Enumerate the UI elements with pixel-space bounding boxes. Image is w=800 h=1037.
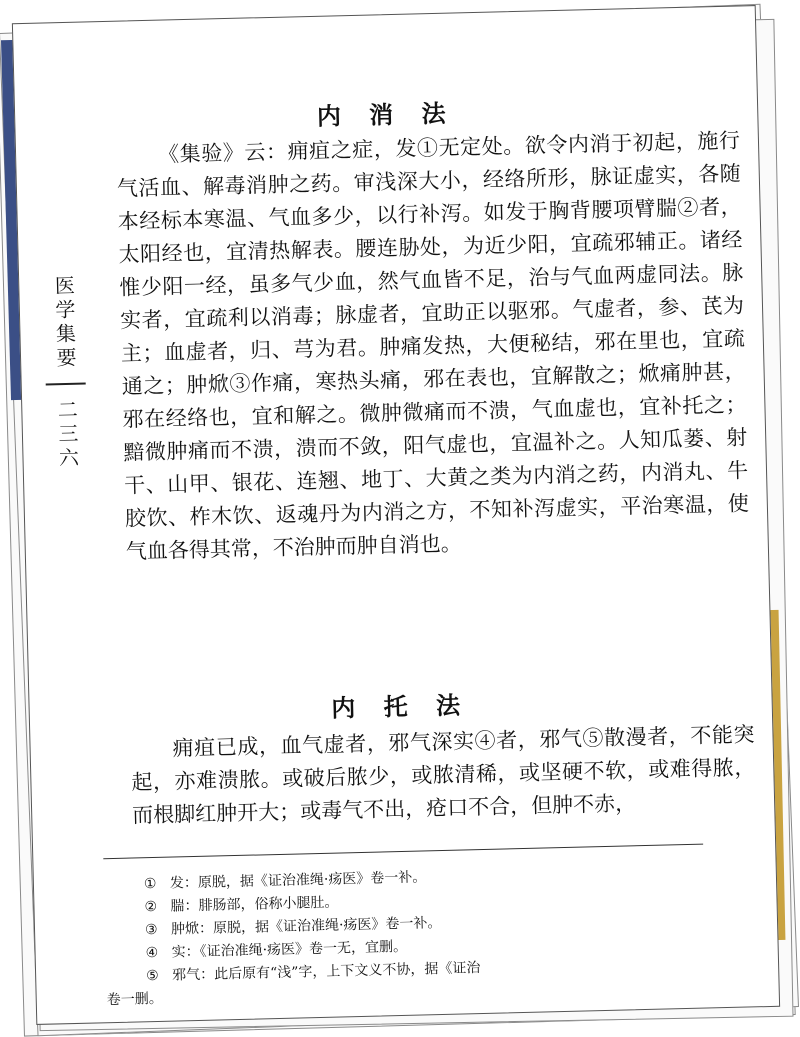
section-title: 内 托 法 [330,690,471,723]
book-page [12,5,780,1025]
footnote-text: 肿焮：原脱，据《证治准绳·疡医》卷一补。 [170,915,442,938]
footnote-number: ④ [145,944,159,962]
running-head [43,275,88,472]
footnote-number: ② [144,898,158,916]
footnote-continuation: 卷一删。 [106,990,163,1009]
footnote-divider [103,844,703,860]
book-title: 医学集要 [51,274,78,372]
footnote-text: 邪气：此后原有“浅”字，上下文义不协，据《证治 [171,960,481,984]
footnote-number: ③ [144,921,158,939]
running-head-divider [46,383,86,386]
footnote-number: ① [143,875,157,893]
section-title: 内 消 法 [316,98,456,131]
footnote-text: 实：《证治准绳·疡医》卷一无，宜删。 [171,938,408,961]
section-body [116,124,750,568]
footnote-text: 腨：腓肠部，俗称小腿肚。 [170,894,339,915]
page-number: 二三六 [54,398,80,472]
paragraph: 《集验》云：痈疽之症，发①无定处。欲令内消于初起，施行气活血、解毒消肿之药。审浅深大小，经络所形，脉证虚实，各随本经标本寒温、气血多少，以行补泻。如发于胸背腰项臂腨②者，太阳经也，宜清热解表。腰连胁处，为近少阳，宜疏邪辅正。诸经惟少阳一经，虽多气少血，然气血皆不足，治与气血两虚同法。脉实者，宜疏利以消毒；脉虚者，宜助正以驱邪。气虚者，参、芪为主；血虚者，归、芎为君。肿痛发热，大便秘结，邪在里也，宜疏通之；肿焮③作痛，寒热头痛，邪在表也，宜解散之；焮痛肿甚，邪在经络也，宜和解之。微肿微痛而不溃，气血虚也，宜补托之；黯微肿痛而不溃，溃而不敛，阳气虚也，宜温补之。人知瓜蒌、射干、山甲、银花、连翘、地丁、大黄之类为内消之药，内消丸、牛胶饮、柞木饮、返魂丹为内消之方，不知补泻虚实，平治寒温，使气血各得其常，不治肿而肿自消也。 [116,128,750,564]
footnote-text: 发：原脱，据《证治准绳·疡医》卷一补。 [169,869,427,892]
footnote-number: ⑤ [145,967,159,985]
paragraph: 痈疽已成，血气虚者，邪气深实④者，邪气⑤散漫者，不能突起，亦难溃脓。或破后脓少，或脓清稀，或坚硬不软，或难得脓，而根脚红肿开大；或毒气不出，疮口不合，但肿不赤， [131,722,756,828]
footnotes [104,859,747,1013]
section-body [130,718,756,832]
